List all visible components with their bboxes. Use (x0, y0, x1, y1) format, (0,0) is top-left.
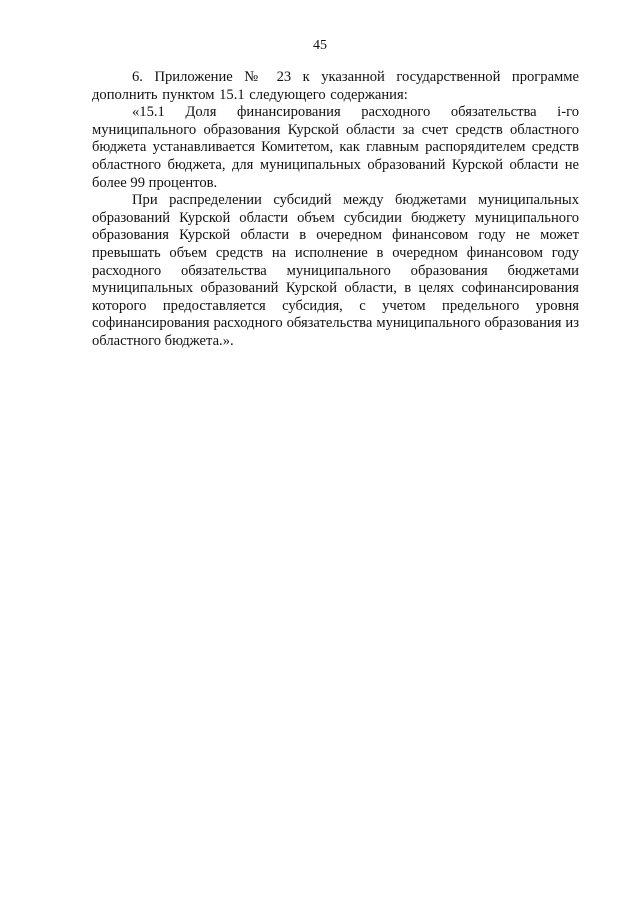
document-body (92, 69, 579, 351)
paragraph-item-15-1: «15.1 Доля финансирования расходного обязательства i-го муниципального образования Курской области за счет средств областного бюджета устанавливается Комитетом, как главным распорядителем средств областного бюджета, для муниципальных образований Курской области не более 99 процентов. (92, 104, 579, 191)
page-number: 45 (313, 38, 327, 53)
paragraph-subsidy-distribution: При распределении субсидий между бюджетами муниципальных образований Курской области объем субсидии бюджету муниципального образования Курской области в очередном финансовом году не может превышать объем средств на исполнение в очередном финансовом году расходного обязательства муниципального образования бюджетами муниципальных образований Курской области, в целях софинансирования которого предоставляется субсидия, с учетом предельного уровня софинансирования расходного обязательства муниципального образования из областного бюджета.». (92, 192, 579, 349)
paragraph-amendment-6: 6. Приложение № 23 к указанной государственной программе дополнить пунктом 15.1 следующего содержания: (92, 69, 579, 103)
